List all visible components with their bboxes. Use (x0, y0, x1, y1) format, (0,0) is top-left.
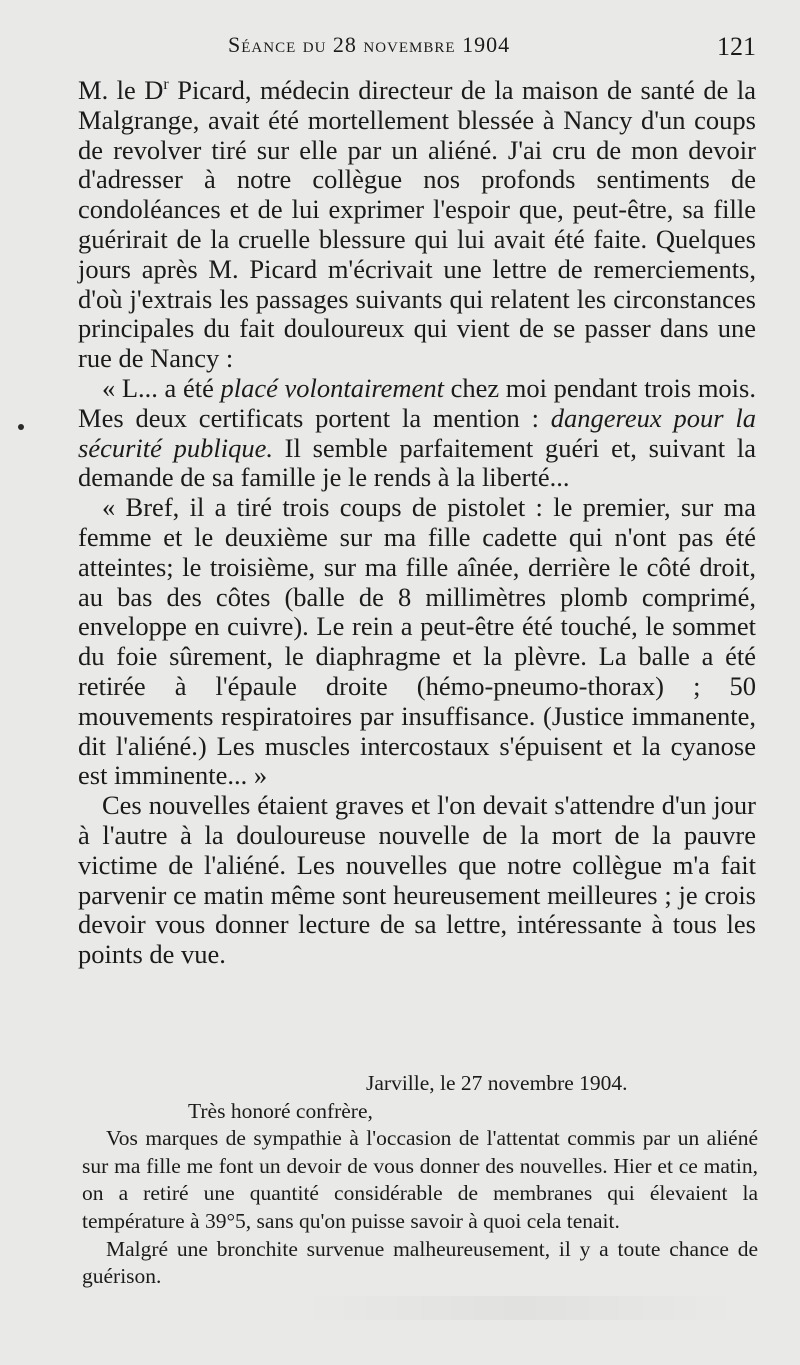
letter-salutation: Très honoré confrère, (188, 1098, 373, 1123)
letter-dateline: Jarville, le 27 novembre 1904. (366, 1071, 628, 1095)
body-paragraph-2 (78, 374, 756, 493)
letter-paragraph-1: Vos marques de sympathie à l'occasion de l'attentat commis par un aliéné sur ma fille me font un devoir de vous donner des nouvelles. Hier et ce matin, on a retiré une quantité considérable de membranes qui élevaient la température à 39°5, sans qu'on puisse savoir à quoi cela tenait. (82, 1126, 758, 1233)
page-header (78, 32, 756, 72)
p1-superscript: r (163, 76, 169, 94)
running-head (228, 32, 510, 59)
letter-paragraph-2: Malgré une bronchite survenue malheureusement, il y a toute chance de guérison. (82, 1236, 758, 1289)
quoted-letter (82, 1070, 758, 1291)
p2-a: « L... a été (102, 372, 221, 403)
main-text (78, 76, 756, 970)
running-head-title: Séance du 28 novembre 1904 (228, 32, 511, 57)
p2-c: Il semble parfaitement guéri et, suivant la demande de sa famille je le rends à la liberté... (78, 432, 756, 493)
p1-lead: M. le D (78, 75, 164, 105)
p1-rest: Picard, médecin directeur de la maison de santé de la Malgrange, avait été mortellement blessée à Nancy d'un coups de revolver tiré sur elle par un aliéné. J'ai cru de mon devoir d'adresser à notre collègue nos profonds sentiments de condoléances et de lui exprimer l'espoir que, peut-être, sa fille guérirait de la cruelle blessure qui lui avait été faite. Quelques jours après M. Picard m'écrivait une lettre de remerciements, d'où j'extrais les passages suivants qui relatent les circonstances principales du fait douloureux qui vient de se passer dans une rue de Nancy : (78, 75, 757, 374)
body-paragraph-1 (78, 76, 756, 374)
p2-italic-2: dangereux pour la sécurité publique. (78, 402, 756, 463)
body-paragraph-3: « Bref, il a tiré trois coups de pistolet : le premier, sur ma femme et le deuxième sur ma fille cadette qui n'ont pas été atteintes; le troisième, sur ma fille aînée, derrière le côté droit, au bas des côtes (balle de 8 millimètres plomb comprimé, enveloppe en cuivre). Le rein a peut-être été touché, le sommet du foie sûrement, le diaphragme et la plèvre. La balle a été retirée à l'épaule droite (hémo-pneumo-thorax) ; 50 mouvements respiratoires par insuffisance. (Justice immanente, dit l'aliéné.) Les muscles intercostaux s'épuisent et la cyanose est imminente... » (78, 492, 756, 791)
page-number: 121 (717, 32, 756, 61)
p2-b: chez moi pendant trois mois. Mes deux certificats portent la mention : (78, 372, 756, 433)
show-through-shadow (300, 1296, 740, 1320)
body-paragraph-4: Ces nouvelles étaient graves et l'on devait s'attendre d'un jour à l'autre à la douloureuse nouvelle de la mort de la pauvre victime de l'aliéné. Les nouvelles que notre collègue m'a fait parvenir ce matin même sont heureusement meilleures ; je crois devoir vous donner lecture de sa lettre, intéressante à tous les points de vue. (78, 790, 756, 970)
margin-dot (18, 424, 24, 430)
p2-italic-1: placé volontairement (220, 372, 444, 403)
